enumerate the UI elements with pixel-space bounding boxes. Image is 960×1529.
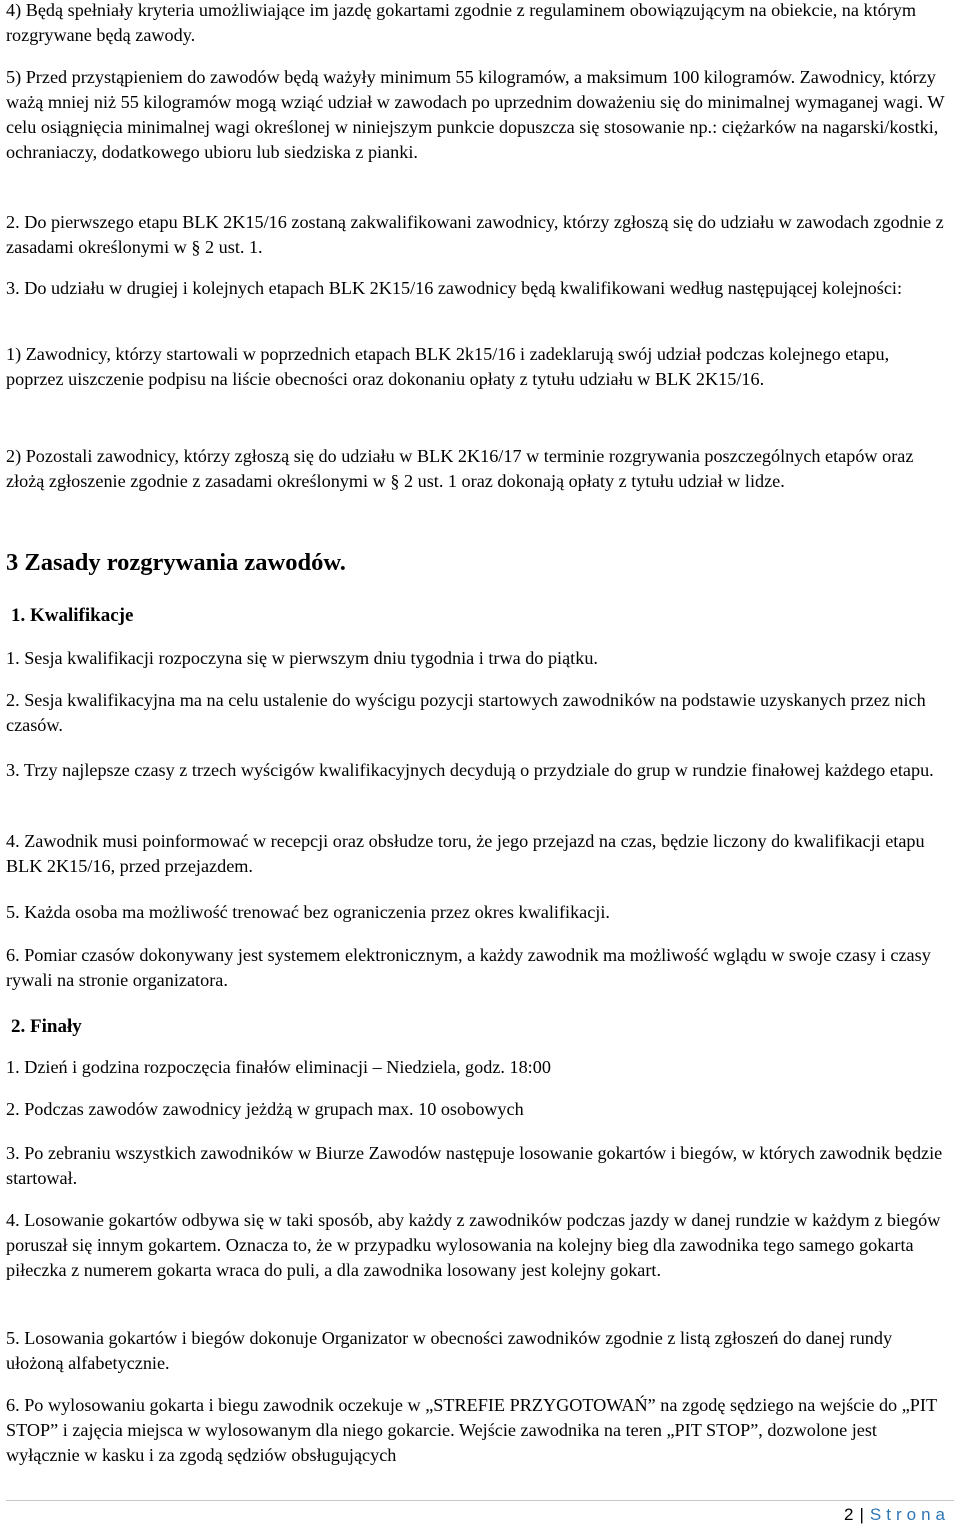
section-title: 3 Zasady rozgrywania zawodów. bbox=[6, 549, 346, 576]
page-footer bbox=[844, 1503, 950, 1527]
finals-item-5: 5. Losowania gokartów i biegów dokonuje Organizator w obecności zawodników zgodnie z listą zgłoszeń do danej rundy ułożoną alfabetycznie. bbox=[6, 1328, 893, 1373]
qualification-item-5: 5. Każda osoba ma możliwość trenować bez ograniczenia przez okres kwalifikacji. bbox=[6, 902, 610, 922]
qualification-item-1: 1. Sesja kwalifikacji rozpoczyna się w pierwszym dniu tygodnia i trwa do piątku. bbox=[6, 648, 598, 668]
qualification-item-4: 4. Zawodnik musi poinformować w recepcji oraz obsłudze toru, że jego przejazd na czas, będzie liczony do kwalifikacji etapu BLK 2K15/16, przed przejazdem. bbox=[6, 831, 925, 876]
paragraph-criteria: 4) Będą spełniały kryteria umożliwiające im jazdę gokartami zgodnie z regulaminem obowiązującym na obiekcie, na którym rozgrywane będą zawody. bbox=[6, 0, 917, 45]
footer-label: Strona bbox=[869, 1505, 950, 1524]
paragraph-previous-participants: 1) Zawodnicy, którzy startowali w poprzednich etapach BLK 2k15/16 i zadeklarują swój udział podczas kolejnego etapu, poprzez uiszczenie podpisu na liście obecności oraz dokonaniu opłaty z tytułu udziału w BLK 2K15/16. bbox=[6, 344, 890, 389]
paragraph-weight: 5) Przed przystąpieniem do zawodów będą ważyły minimum 55 kilogramów, a maksimum 100 kilogramów. Zawodnicy, którzy ważą mniej niż 55 kilogramów mogą wziąć udział w zawodach po uprzednim doważeniu się do minimalnej wymaganej wagi. W celu osiągnięcia minimalnej wagi określonej w niniejszym punkcie dopuszcza się stosowanie np.: ciężarków na nagarski/kostki, ochraniaczy, dodatkowego ubioru lub siedziska z pianki. bbox=[6, 67, 945, 162]
finals-item-4: 4. Losowanie gokartów odbywa się w taki sposób, aby każdy z zawodników podczas jazdy w danej rundzie w każdym z biegów poruszał się innym gokartem. Oznacza to, że w przypadku wylosowania na kolejny bieg dla zawodnika tego samego gokarta piłeczka z numerem gokarta wraca do puli, a dla zawodnika losowany jest kolejny gokart. bbox=[6, 1210, 941, 1280]
finals-item-6: 6. Po wylosowaniu gokarta i biegu zawodnik oczekuje w „STREFIE PRZYGOTOWAŃ” na zgodę sędziego na wejście do „PIT STOP” i zajęcia miejsca w wylosowanym dla niego gokarcie. Wejście zawodnika na teren „PIT STOP”, dozwolone jest wyłącznie w kasku i za zgodą sędziów obsługujących bbox=[6, 1395, 937, 1465]
footer-separator: | bbox=[859, 1505, 864, 1524]
qualification-item-2: 2. Sesja kwalifikacyjna ma na celu ustalenie do wyścigu pozycji startowych zawodników na podstawie uzyskanych przez nich czasów. bbox=[6, 690, 926, 735]
finals-heading: 2. Finały bbox=[11, 1016, 82, 1037]
finals-item-3: 3. Po zebraniu wszystkich zawodników w Biurze Zawodów następuje losowanie gokartów i biegów, w których zawodnik będzie startował. bbox=[6, 1143, 943, 1188]
paragraph-first-stage: 2. Do pierwszego etapu BLK 2K15/16 zostaną zakwalifikowani zawodnicy, którzy zgłoszą się do udziału w zawodach zgodnie z zasadami określonymi w § 2 ust. 1. bbox=[6, 212, 944, 257]
finals-item-1: 1. Dzień i godzina rozpoczęcia finałów eliminacji – Niedziela, godz. 18:00 bbox=[6, 1057, 551, 1077]
qualification-item-3: 3. Trzy najlepsze czasy z trzech wyścigów kwalifikacyjnych decydują o przydziale do grup w rundzie finałowej każdego etapu. bbox=[6, 760, 934, 780]
page-number: 2 bbox=[844, 1505, 854, 1524]
qualification-item-6: 6. Pomiar czasów dokonywany jest systemem elektronicznym, a każdy zawodnik ma możliwość wglądu w swoje czasy i czasy rywali na stronie organizatora. bbox=[6, 945, 931, 990]
qualifications-heading: 1. Kwalifikacje bbox=[11, 605, 134, 626]
paragraph-other-participants: 2) Pozostali zawodnicy, którzy zgłoszą się do udziału w BLK 2K16/17 w terminie rozgrywania poszczególnych etapów oraz złożą zgłoszenie zgodnie z zasadami określonymi w § 2 ust. 1 oraz dokonają opłaty z tytułu udział w lidze. bbox=[6, 446, 914, 491]
paragraph-next-stages: 3. Do udziału w drugiej i kolejnych etapach BLK 2K15/16 zawodnicy będą kwalifikowani według następującej kolejności: bbox=[6, 278, 902, 298]
footer-divider bbox=[6, 1500, 954, 1501]
finals-item-2: 2. Podczas zawodów zawodnicy jeżdżą w grupach max. 10 osobowych bbox=[6, 1099, 524, 1119]
